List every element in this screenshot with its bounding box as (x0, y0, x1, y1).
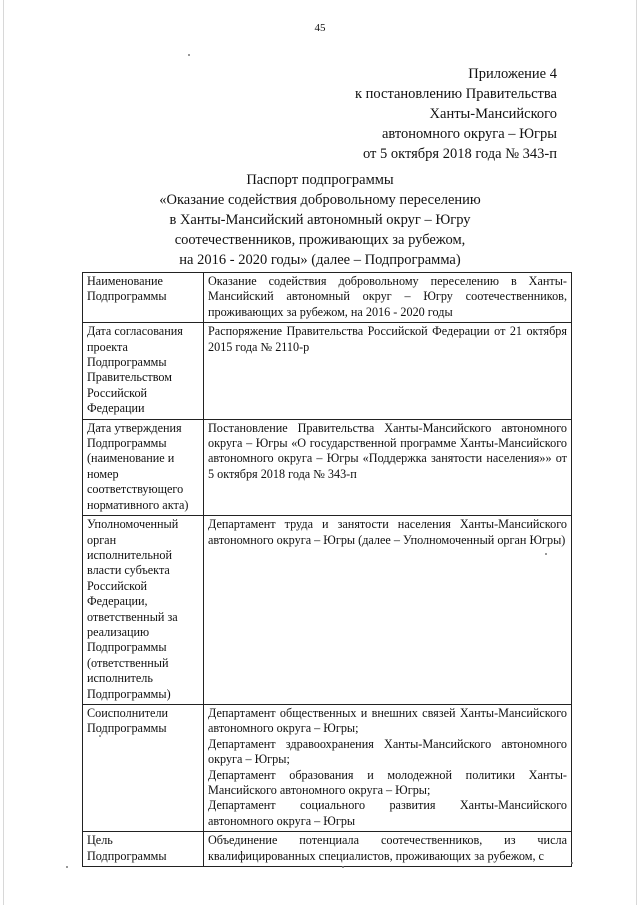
row-value-cell (204, 273, 572, 323)
appendix-line: к постановлению Правительства (355, 86, 557, 102)
appendix-line: от 5 октября 2018 года № 343-п (362, 146, 557, 162)
row-label-cell (83, 419, 204, 515)
label-line: реализацию (87, 624, 150, 639)
scan-speck (188, 54, 190, 56)
label-line: Федерации (87, 401, 145, 416)
appendix-line: Приложение 4 (468, 66, 557, 82)
label-line: проекта (87, 339, 128, 354)
label-line: номер (87, 466, 119, 481)
label-line: Дата утверждения (87, 420, 182, 435)
label-line: Подпрограммы (87, 640, 167, 655)
label-line: Подпрограммы (87, 721, 167, 736)
label-line: власти субъекта (87, 563, 170, 578)
label-line: Подпрограммы (87, 436, 167, 451)
label-line: (ответственный (87, 655, 169, 670)
label-line: Цель (87, 833, 113, 848)
label-line: исполнительной (87, 547, 173, 562)
table-row (83, 323, 572, 419)
title-line: на 2016 - 2020 годы» (далее – Подпрограмма) (179, 252, 461, 268)
table-row (83, 273, 572, 323)
value-text: Департамент общественных и внешних связей Ханты-Мансийского автономного округа – Югры; (208, 705, 567, 736)
label-line: Подпрограммы (87, 355, 167, 370)
label-line: Правительством (87, 370, 172, 385)
document-title (0, 170, 640, 270)
table-row (83, 704, 572, 831)
row-value-cell (204, 419, 572, 515)
value-text: Распоряжение Правительства Российской Федерации от 21 октября 2015 года № 2110-р (208, 324, 567, 354)
appendix-header (355, 64, 557, 164)
value-text: Объединение потенциала соотечественников, из числа квалифицированных специалистов, проживающих за рубежом, с (208, 833, 567, 863)
label-line: Подпрограммы (87, 289, 167, 304)
row-value-cell (204, 516, 572, 705)
scan-speck (342, 866, 344, 868)
value-text: Департамент труда и занятости населения Ханты-Мансийского автономного округа – Югры (далее – Уполномоченный орган Югры) (208, 517, 567, 547)
row-label-cell (83, 323, 204, 419)
scan-speck (66, 866, 68, 868)
label-line: исполнитель (87, 671, 153, 686)
scan-edge-left (3, 0, 4, 905)
appendix-line: автономного округа – Югры (381, 126, 557, 142)
label-line: Уполномоченный (87, 517, 179, 532)
label-line: Подпрограммы) (87, 686, 171, 701)
row-label-cell (83, 832, 204, 867)
passport-table (82, 272, 572, 867)
label-line: орган (87, 532, 117, 547)
label-line: Соисполнители (87, 705, 169, 720)
label-line: Дата согласования (87, 324, 183, 339)
scan-speck (545, 553, 547, 555)
appendix-line: Ханты-Мансийского (429, 106, 557, 122)
title-line: Паспорт подпрограммы (246, 172, 394, 188)
scan-speck (99, 735, 101, 737)
scan-speck (571, 862, 573, 864)
label-line: Наименование (87, 274, 163, 288)
row-label-cell (83, 273, 204, 323)
label-line: соответствующего (87, 482, 184, 497)
row-value-cell (204, 832, 572, 867)
label-line: нормативного акта) (87, 497, 189, 512)
title-line: «Оказание содействия добровольному переселению (159, 192, 481, 208)
label-line: Российской (87, 385, 148, 400)
row-value-cell (204, 704, 572, 831)
row-value-cell (204, 323, 572, 419)
title-line: в Ханты-Мансийский автономный округ – Югру (169, 212, 471, 228)
value-text: Департамент здравоохранения Ханты-Мансийского автономного округа – Югры; (208, 736, 567, 767)
title-line: соотечественников, проживающих за рубежом, (174, 232, 466, 248)
label-line: Подпрограммы (87, 848, 167, 863)
page-number: 45 (314, 22, 326, 34)
table-row (83, 419, 572, 515)
value-text: Оказание содействия добровольному переселению в Ханты-Мансийский автономный округ – Югру соотечественников, проживающих за рубежом, на 2016 - 2020 годы (208, 274, 567, 319)
row-label-cell (83, 704, 204, 831)
table-row (83, 832, 572, 867)
label-line: Федерации, (87, 594, 148, 609)
scan-edge-right (636, 0, 637, 905)
table-row (83, 516, 572, 705)
label-line: (наименование и (87, 451, 175, 466)
value-text: Департамент социального развития Ханты-Мансийского автономного округа – Югры (208, 798, 567, 828)
value-text: Постановление Правительства Ханты-Мансийского автономного округа – Югры «О государственной программе Ханты-Мансийского автономного округа – Югры «Поддержка занятости населения»» от 5 октября 2018 года № 343-п (208, 420, 567, 481)
label-line: Российской (87, 578, 148, 593)
value-text: Департамент образования и молодежной политики Ханты-Мансийского автономного округа – Югры; (208, 767, 567, 797)
label-line: ответственный за (87, 609, 178, 624)
row-label-cell (83, 516, 204, 705)
